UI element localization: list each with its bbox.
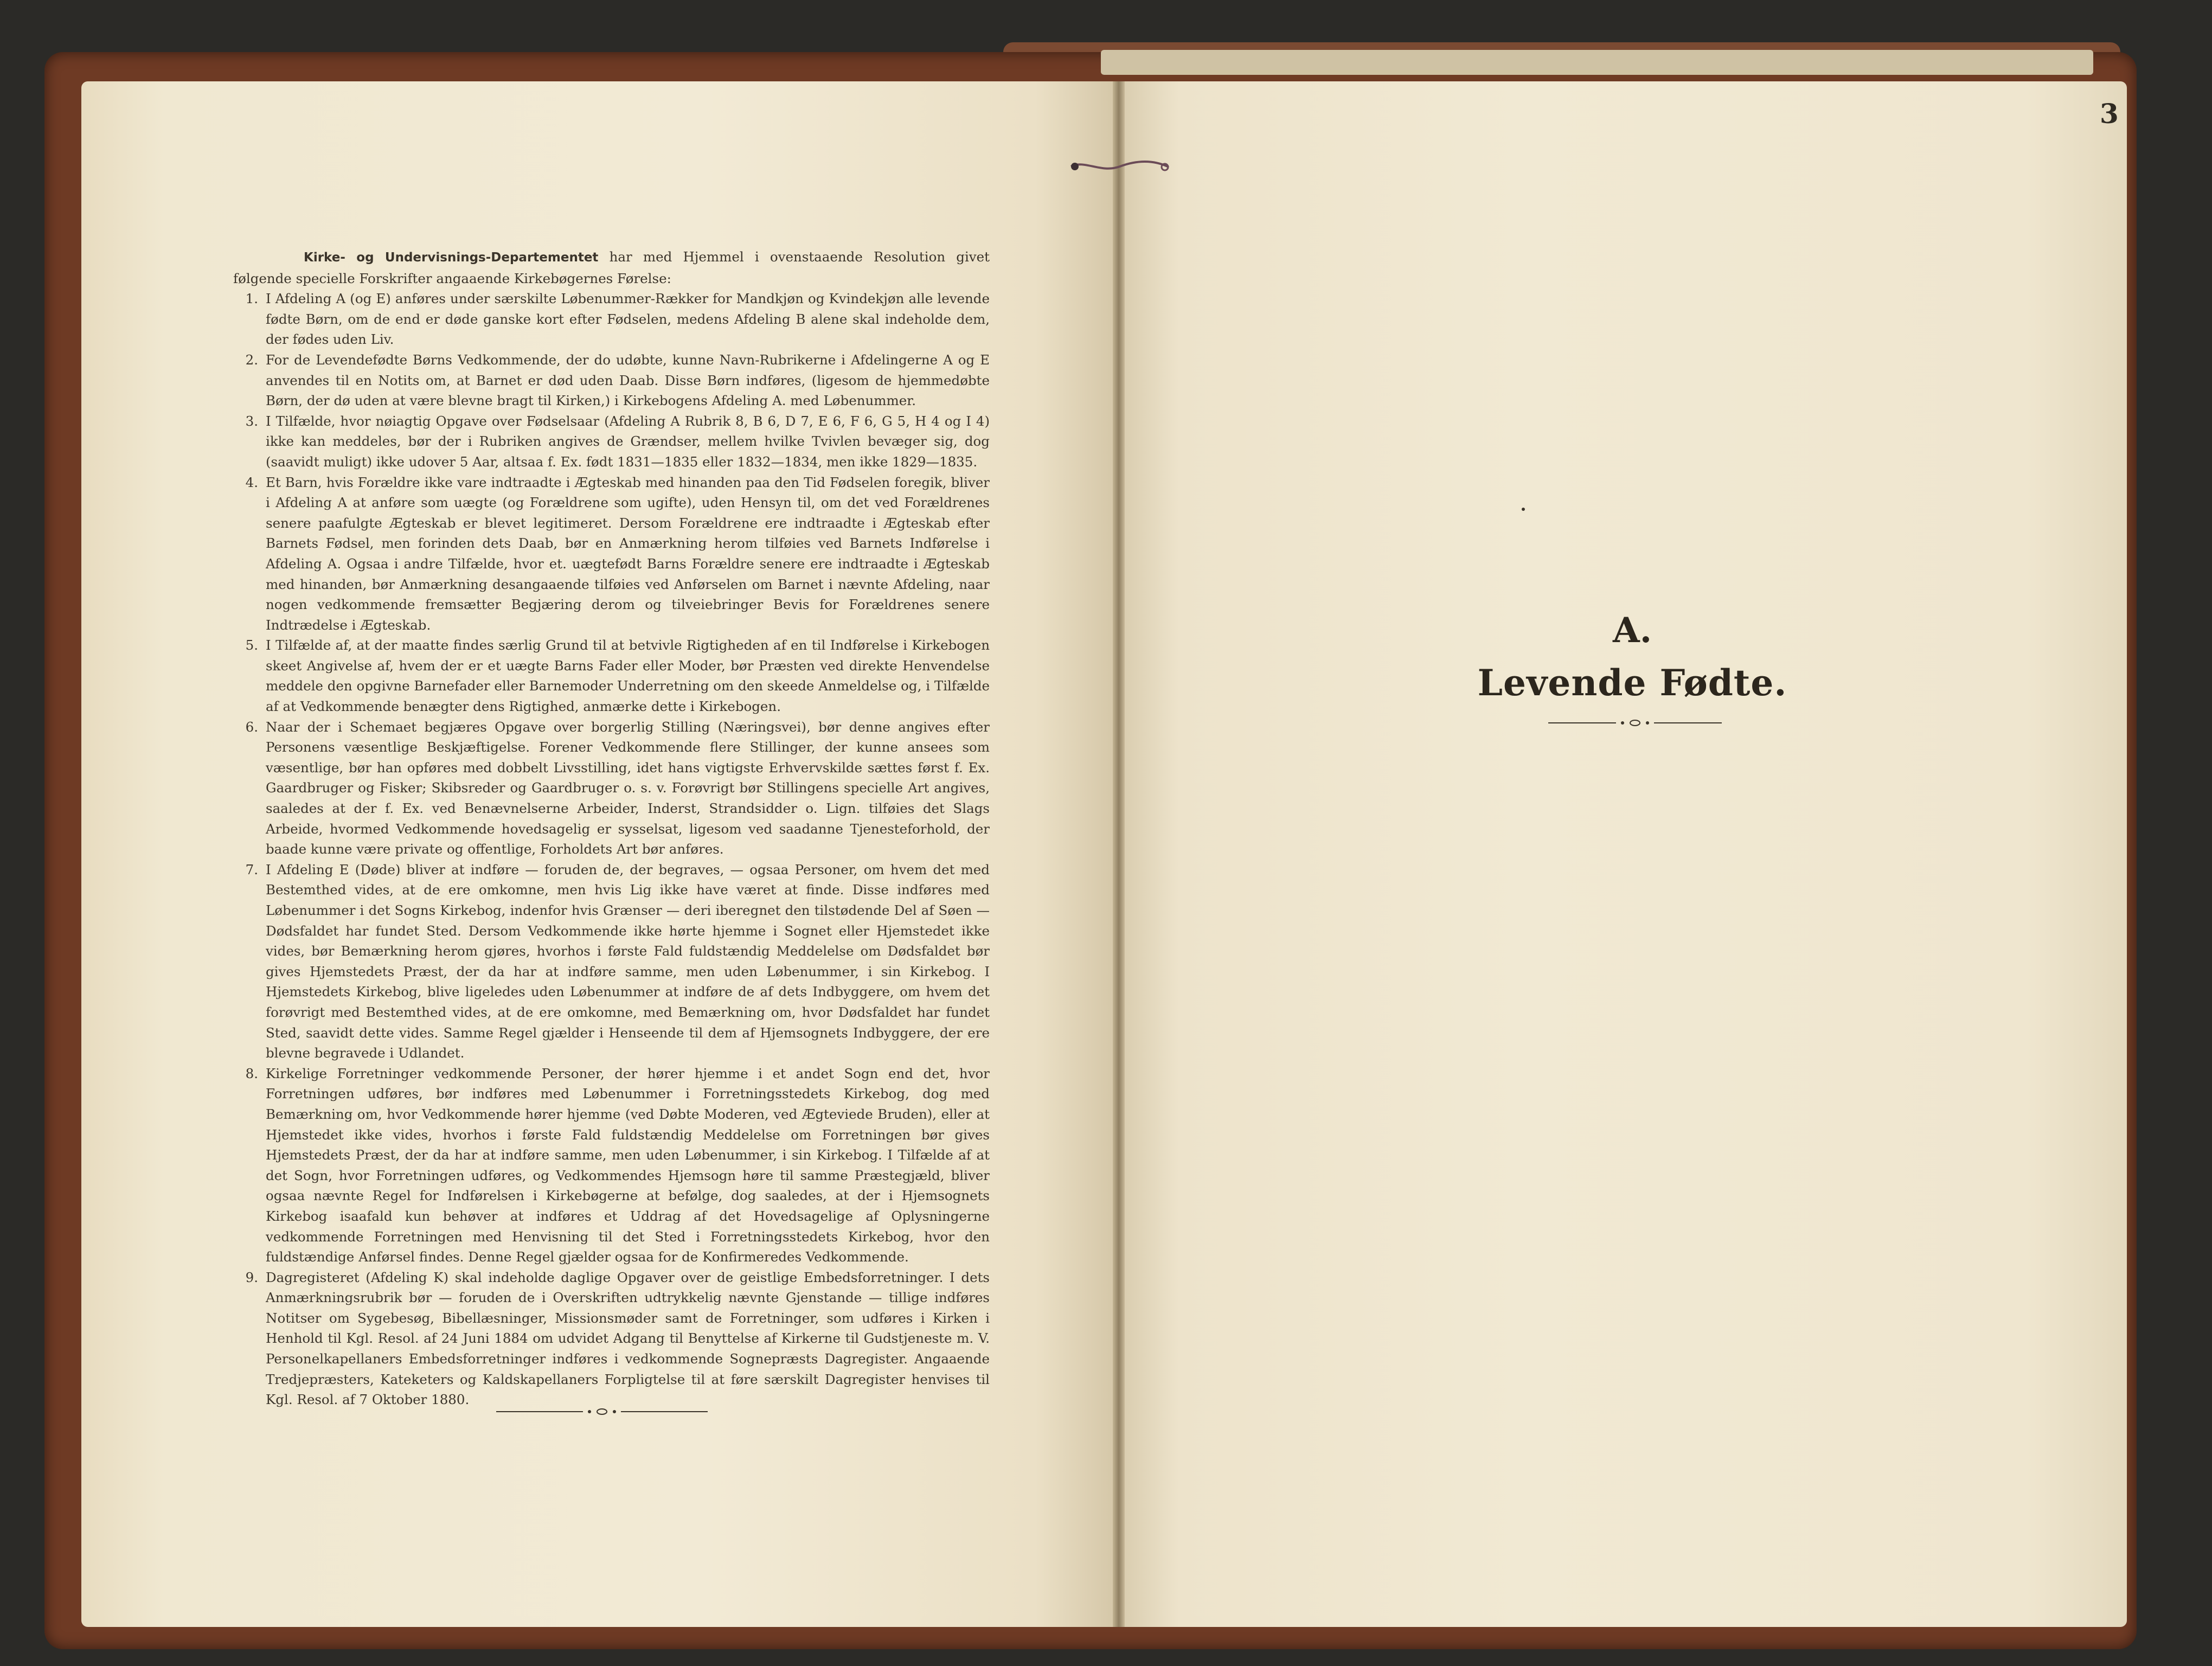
book-gutter bbox=[1113, 81, 1125, 1627]
rule-text: For de Levendefødte Børns Vedkommende, der do udøbte, kunne Navn-Rubrikerne i Afdelingerne A og E anvendes til en Notits om, at Barnet er død uden Daab. Disse Børn indføres, (ligesom de hjemmedøbte Børn, der dø uden at være blevne bragt til Kirken,) i Kirkebogens Afdeling A. med Løbenummer. bbox=[266, 351, 990, 409]
rule-number: 3. bbox=[245, 413, 258, 429]
page-block-edge bbox=[1101, 50, 2093, 75]
rule-text: I Afdeling A (og E) anføres under særskilte Løbenummer-Rækker for Mandkjøn og Kvindekjøn alle levende fødte Børn, om de end er døde ganske kort efter Fødselen, medens Afdeling B alene skal indeholde dem, der fødes uden Liv. bbox=[266, 291, 990, 348]
rule-number: 7. bbox=[245, 861, 258, 877]
rule-item bbox=[233, 472, 990, 636]
ornament-divider-icon bbox=[496, 1407, 708, 1416]
rule-text: I Afdeling E (Døde) bliver at indføre — foruden de, der begraves, — ogsaa Personer, om hvem det med Bestemthed vides, at de ere omkomne, men hvis Lig ikke have været at finde. Disse indføres med Løbenummer i det Sogns Kirkebog, indenfor hvis Grænser — deri iberegnet den tilstødende Del af Søen — Dødsfaldet har fundet Sted. Dersom Vedkommende ikke hørte hjemme i Sognet eller Hjemstedet ikke vides, bør Bemærkning herom gjøres, hvorhos i første Fald fuldstændig Meddelelse om Dødsfaldet bør gives Hjemstedets Præst, der da har at indføre samme, men uden Løbenummer, i sin Kirkebog. I Hjemstedets Kirkebog, blive ligeledes uden Løbenummer at indføre de af dets Indbyggere, om hvem det forøvrigt med Bestemthed vides, at de ere omkomne, med Bemærkning om, hvor Dødsfaldet har fundet Sted, saavidt dette vides. Samme Regel gjælder i Henseende til dem af Hjemsognets Indbyggere, der ere blevne begravede i Udlandet. bbox=[266, 861, 990, 1061]
rule-number: 4. bbox=[245, 474, 258, 490]
rule-item bbox=[233, 1267, 990, 1410]
rule-item bbox=[233, 350, 990, 411]
intro-heading: Kirke- og Undervisnings-Departementet bbox=[304, 251, 599, 265]
rule-item bbox=[233, 717, 990, 860]
rule-item bbox=[233, 411, 990, 472]
section-title: Levende Fødte. bbox=[1477, 662, 1787, 704]
rule-item bbox=[233, 1063, 990, 1267]
page-number: 3 bbox=[2100, 98, 2119, 130]
rule-text: Naar der i Schemaet begjæres Opgave over borgerlig Stilling (Næringsvei), bør denne angives efter Personens væsentlige Beskjæftigelse. Forener Vedkommende flere Stillinger, der kunne ansees som væsentlige, bør han opføres med dobbelt Livsstilling, idet hans vigtigste Erhvervskilde sættes først f. Ex. Gaardbruger og Fisker; Skibsreder og Gaardbruger o. s. v. Forøvrigt bør Stillingens specielle Art angives, saaledes at der f. Ex. ved Benævnelserne Arbeider, Inderst, Strandsidder o. Lign. tilføies det Slags Arbeide, hvormed Vedkommende hovedsagelig er sysselsat, ligesom ved saadanne Tjenesteforhold, der baade kunne være private og offentlige, Forholdets Art bør anføres. bbox=[266, 719, 990, 857]
right-page bbox=[1118, 81, 2127, 1627]
intro-text: har med Hjemmel i ovenstaaende Resolution givet følgende specielle Forskrifter angaaende Kirkebøgernes Førelse: bbox=[233, 249, 990, 286]
rule-text: Kirkelige Forretninger vedkommende Personer, der hører hjemme i et andet Sogn end det, hvor Forretningen udføres, bør indføres med Løbenummer i Forretningsstedets Kirkebog, dog med Bemærkning om, hvor Vedkommende hører hjemme (ved Døbte Moderen, ved Ægteviede Bruden), eller at Hjemstedet ikke vides, hvorhos i første Fald fuldstændig Meddelelse om Forretningen bør gives Hjemstedets Præst, der da har at indføre samme, men uden Løbenummer, i sin Kirkebog. I Tilfælde af at det Sogn, hvor Forretningen udføres, og Vedkommendes Hjemsogn høre til samme Præstegjæld, bliver ogsaa nævnte Regel for Indførelsen i Kirkebøgerne at befølge, dog saaledes, at der i Hjemsognets Kirkebog isaafald kun behøver at indføres et Uddrag af det Hovedsagelige af Oplysningerne vedkommende Forretningen med Henvisning til det Sted i Forretningsstedets Kirkebog, hvor den fuldstændige Anførsel findes. Denne Regel gjælder ogsaa for de Konfirmeredes Vedkommende. bbox=[266, 1065, 990, 1265]
binding-thread-icon bbox=[1068, 157, 1171, 176]
rule-text: Dagregisteret (Afdeling K) skal indeholde daglige Opgaver over de geistlige Embedsforretninger. I dets Anmærkningsrubrik bør — foruden de i Overskriften udtrykkelig nævnte Gjenstande — tillige indføres Notitser om Sygebesøg, Bibellæsninger, Missionsmøder samt de Forretninger, som udføres i Kirken i Henhold til Kgl. Resol. af 24 Juni 1884 om udvidet Adgang til Benyttelse af Kirkerne til Gudstjeneste m. V. Personelkapellaners Embedsforretninger indføres i vedkommende Sognepræsts Dagregister. Angaaende Tredjepræsters, Kateketers og Kaldskapellaners Forpligtelse til at føre særskilt Dagregister henvises til Kgl. Resol. af 7 Oktober 1880. bbox=[266, 1269, 990, 1408]
intro-paragraph bbox=[233, 247, 990, 289]
rule-item bbox=[233, 289, 990, 350]
rule-number: 6. bbox=[245, 719, 258, 735]
rule-number: 2. bbox=[245, 351, 258, 368]
regulations-text bbox=[233, 247, 990, 1410]
rule-number: 1. bbox=[245, 291, 258, 307]
rule-text: Et Barn, hvis Forældre ikke vare indtraadte i Ægteskab med hinanden paa den Tid Fødselen foregik, bliver i Afdeling A at anføre som uægte (og Forældrene som ugifte), uden Hensyn til, om det ved Forældrenes senere paafulgte Ægteskab er blevet legitimeret. Dersom Forældrene ere indtraadte i Ægteskab efter Barnets Fødsel, men forinden dets Daab, bør en Anmærkning herom tilføies ved Barnets Indførelse i Afdeling A. Ogsaa i andre Tilfælde, hvor et. uægtefødt Barns Forældre senere ere indtraadte i Ægteskab med hinanden, bør Anmærkning desangaaende tilføies ved Anførselen om Barnet i nævnte Afdeling, naar nogen vedkommende fremsætter Begjæring derom og tilveiebringer Bevis for Forældrenes senere Indtrædelse i Ægteskab. bbox=[266, 474, 990, 633]
rule-item bbox=[233, 860, 990, 1063]
rule-item bbox=[233, 635, 990, 716]
ornament-divider-icon bbox=[1548, 719, 1722, 727]
ink-mark bbox=[1522, 508, 1525, 511]
rule-number: 5. bbox=[245, 637, 258, 653]
rules-list bbox=[233, 289, 990, 1410]
rule-number: 8. bbox=[245, 1065, 258, 1081]
rule-text: I Tilfælde af, at der maatte findes særlig Grund til at betvivle Rigtigheden af en til Indførelse i Kirkebogen skeet Angivelse af, hvem der er et uægte Barns Fader eller Moder, bør Præsten ved direkte Henvendelse meddele den opgivne Barnefader eller Barnemoder Underretning om den skeede Anmeldelse og, i Tilfælde af at Vedkommende benægter dens Rigtighed, anmærke dette i Kirkebogen. bbox=[266, 637, 990, 715]
rule-text: I Tilfælde, hvor nøiagtig Opgave over Fødselsaar (Afdeling A Rubrik 8, B 6, D 7, E 6, F 6, G 5, H 4 og I 4) ikke kan meddeles, bør der i Rubriken angives de Grændser, mellem hvilke Tvivlen bevæger sig, dog (saavidt muligt) ikke udover 5 Aar, altsaa f. Ex. født 1831—1835 eller 1832—1834, men ikke 1829—1835. bbox=[266, 413, 990, 470]
section-letter: A. bbox=[1613, 610, 1652, 651]
rule-number: 9. bbox=[245, 1269, 258, 1285]
